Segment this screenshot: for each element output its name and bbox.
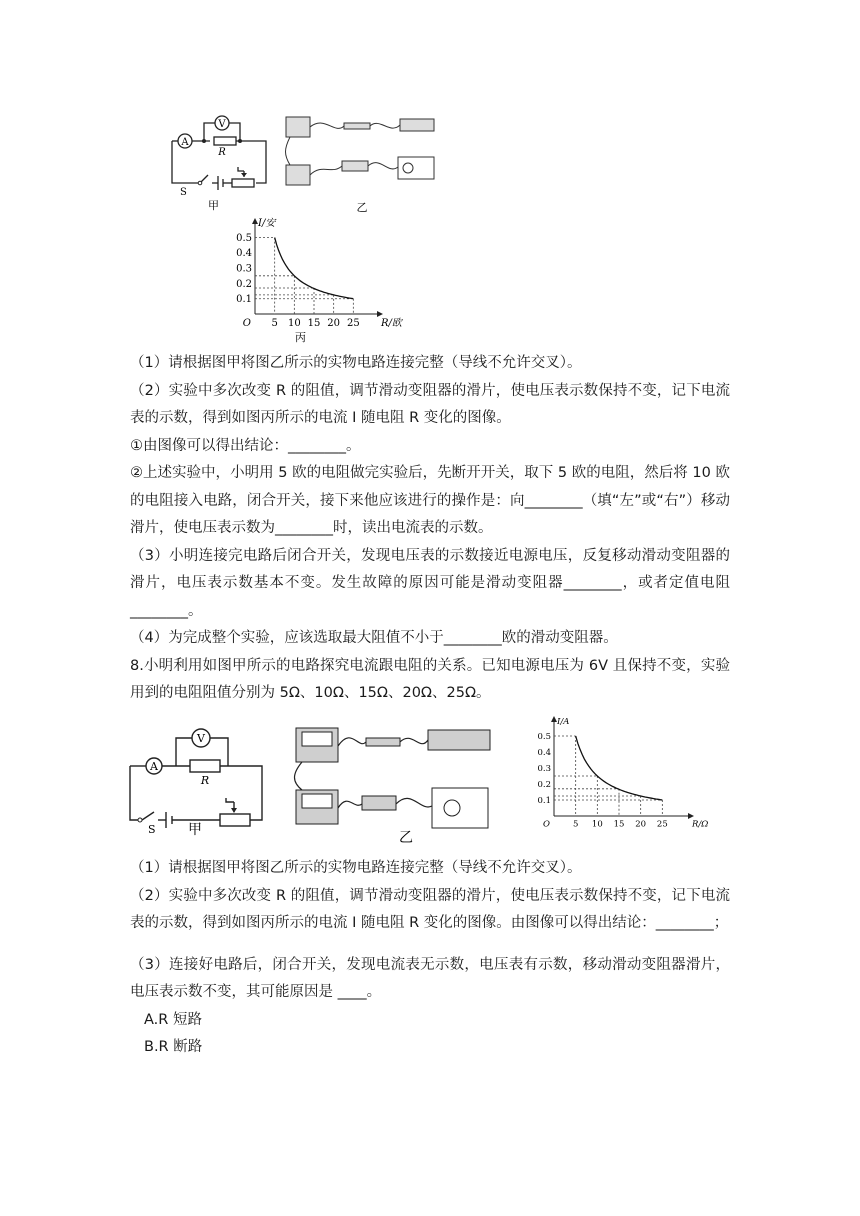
q7-part4: （4）为完成整个实验，应该选取最大阻值不小于________欧的滑动变阻器。: [130, 630, 618, 646]
chart1-x-tick-label: 15: [307, 318, 321, 329]
chart2-x-tick-label: 25: [656, 819, 668, 830]
chart2-y-tick-label: 0.3: [537, 763, 551, 774]
chart2-y-tick-label: 0.4: [537, 747, 551, 758]
chart1-x-tick-label: 5: [271, 318, 278, 329]
chart2-x-tick-label: 5: [572, 819, 579, 830]
caption-yi: 乙: [399, 830, 413, 846]
chart1-y-axis-label: I/安: [258, 218, 276, 229]
caption-jia: 甲: [188, 822, 202, 838]
chart2-x-arrow: [688, 813, 694, 819]
q7-text: [130, 350, 730, 708]
resistor-label: R: [200, 774, 210, 787]
switch-label: S: [148, 823, 156, 836]
ammeter-label: A: [150, 760, 158, 773]
q7-part2: （2）实验中多次改变 R 的阻值，调节滑动变阻器的滑片，使电压表示数保持不变，记下电流表的示数，得到如图丙所示的电流 I 随电阻 R 变化的图像。: [130, 382, 730, 426]
spacer: [130, 938, 730, 952]
chart2-y-tick-label: 0.2: [537, 779, 551, 790]
q7-part3: （3）小明连接完电路后闭合开关，发现电压表的示数接近电源电压，反复移动滑动变阻器的滑片，电压表示数基本不变。发生故障的原因可能是滑动变阻器________，或者定值电阻________。: [130, 547, 730, 619]
caption-bing: 丙: [295, 331, 306, 344]
chart1-y-tick-label: 0.3: [236, 263, 252, 275]
q8-part1: （1）请根据图甲将图乙所示的实物电路连接完整（导线不允许交叉）。: [130, 860, 582, 876]
chart1-x-tick-label: 10: [287, 318, 301, 329]
chart1-y-tick-label: 0.2: [236, 278, 252, 290]
chart2-x-axis-label: R/Ω: [692, 819, 709, 830]
chart1-y-tick-label: 0.1: [236, 294, 252, 306]
fig1-circuit-jia: [160, 103, 270, 215]
chart1-y-tick-label: 0.5: [236, 232, 252, 244]
q7-part1: （1）请根据图甲将图乙所示的实物电路连接完整（导线不允许交叉）。: [130, 355, 582, 371]
q8-part2: （2）实验中多次改变 R 的阻值，调节滑动变阻器的滑片，使电压表示数保持不变，记下电流表的示数，得到如图丙所示的电流 I 随电阻 R 变化的图像。由图像可以得出结论：________；: [130, 887, 730, 931]
chart1-x-tick-label: 25: [346, 318, 360, 329]
chart2-y-axis-label: I/A: [557, 717, 570, 727]
chart2-origin-label: O: [543, 819, 550, 830]
q8-option-b: B.R 断路: [144, 1039, 203, 1055]
chart2-x-tick-label: 15: [613, 819, 625, 830]
chart2-y-tick-label: 0.1: [537, 795, 551, 806]
fig1-graph-bing: [225, 216, 402, 346]
caption-yi: 乙: [356, 201, 368, 214]
chart1-origin-label: O: [242, 318, 251, 329]
q7-part2-operation: ②上述实验中，小明用 5 欧的电阻做完实验后，先断开开关，取下 5 欧的电阻，然后将 10 欧的电阻接入电路，闭合开关，接下来他应该进行的操作是：向________（填“左”或“右”）移动滑片，使电压表示数为________时，读出电流表的示数。: [130, 465, 730, 536]
fig2-graph-bing: [520, 712, 709, 842]
chart2-y-tick-label: 0.5: [537, 731, 551, 742]
chart2-x-tick-label: 20: [635, 819, 647, 830]
q8-part3: （3）连接好电路后，闭合开关，发现电流表无示数，电压表有示数，移动滑动变阻器滑片，电压表示数不变，其可能原因是 ____。: [130, 956, 730, 1000]
fig2-apparatus-yi: [288, 716, 498, 846]
switch-label: S: [180, 187, 187, 198]
q8-text: [130, 855, 730, 1062]
chart1-x-arrow: [377, 311, 383, 317]
fig1-apparatus-yi: [280, 105, 445, 217]
q7-part2-conclusion: ①由图像可以得出结论：________。: [130, 437, 361, 454]
voltmeter-label: V: [218, 119, 226, 130]
ammeter-label: A: [181, 137, 189, 148]
fig2-circuit-jia: [126, 724, 266, 836]
chart1-x-tick-label: 20: [327, 318, 341, 329]
q8-stem: 8.小明利用如图甲所示的电路探究电流跟电阻的关系。已知电源电压为 6V 且保持不变，实验用到的电阻阻值分别为 5Ω、10Ω、15Ω、20Ω、25Ω。: [130, 657, 730, 701]
chart1-y-tick-label: 0.4: [236, 248, 252, 260]
caption-jia: 甲: [208, 199, 219, 212]
chart1-x-axis-label: R/欧: [381, 318, 402, 329]
resistor-label: R: [218, 147, 226, 158]
q8-option-a: A.R 短路: [144, 1011, 202, 1028]
voltmeter-label: V: [197, 732, 205, 745]
chart2-x-tick-label: 10: [591, 819, 603, 830]
